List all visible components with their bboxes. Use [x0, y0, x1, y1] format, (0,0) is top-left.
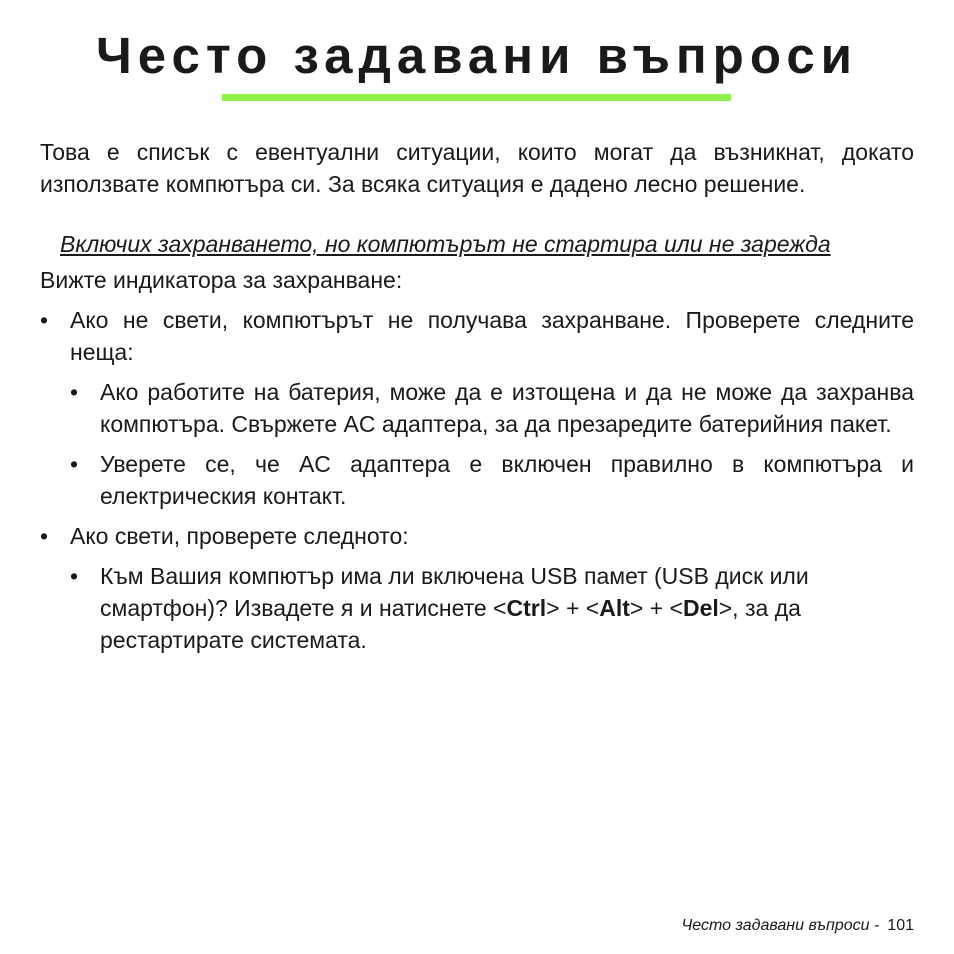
- list-item-text: Ако свети, проверете следното:: [70, 523, 409, 549]
- list-item: [70, 448, 914, 512]
- text-segment: > + <: [629, 595, 683, 621]
- title-underline: [222, 94, 731, 101]
- page-title: Често задавани въпроси: [95, 27, 859, 84]
- section-heading: Включих захранването, но компютърът не стартира или не зарежда: [60, 231, 831, 257]
- page-footer: [682, 917, 914, 935]
- list-item: [70, 560, 914, 656]
- list-item-text: Уверете се, че AC адаптера е включен правилно в компютъра и електрическия контакт.: [100, 451, 914, 509]
- list-item-text: [100, 560, 914, 656]
- bullet-list: [40, 304, 914, 656]
- list-item: [40, 520, 914, 656]
- bullet-marker: •: [40, 523, 49, 549]
- key-alt: Alt: [599, 595, 630, 621]
- list-item: [70, 376, 914, 440]
- main-content: [40, 136, 914, 664]
- list-item-text: Ако работите на батерия, може да е изтощена и да не може да захранва компютъра. Свържете AC адаптера, за да презаредите батерийния пакет.: [100, 379, 914, 437]
- intro-paragraph: Това е списък с евентуални ситуации, които могат да възникнат, докато използвате компютъра си. За всяка ситуация е дадено лесно решение.: [40, 139, 914, 197]
- bullet-marker: •: [70, 451, 79, 477]
- list-item-text: Ако не свети, компютърът не получава захранване. Проверете следните неща:: [70, 307, 914, 365]
- list-item: [40, 304, 914, 512]
- key-ctrl: Ctrl: [506, 595, 547, 621]
- sub-bullet-list: [70, 376, 914, 512]
- text-segment: >, за да рестартирате системата.: [100, 595, 801, 653]
- bullet-marker: •: [70, 379, 79, 405]
- sub-bullet-list: [70, 560, 914, 656]
- bullet-marker: •: [40, 307, 49, 333]
- key-del: Del: [682, 595, 719, 621]
- bullet-marker: •: [70, 563, 79, 589]
- page-number: 101: [887, 917, 914, 934]
- text-segment: Към Вашия компютър има ли включена USB памет (USB диск или смартфон)? Извадете я и натиснете <: [100, 563, 809, 621]
- footer-label: Често задавани въпроси -: [681, 917, 880, 934]
- lead-text: Вижте индикатора за захранване:: [40, 267, 403, 293]
- text-segment: > + <: [546, 595, 600, 621]
